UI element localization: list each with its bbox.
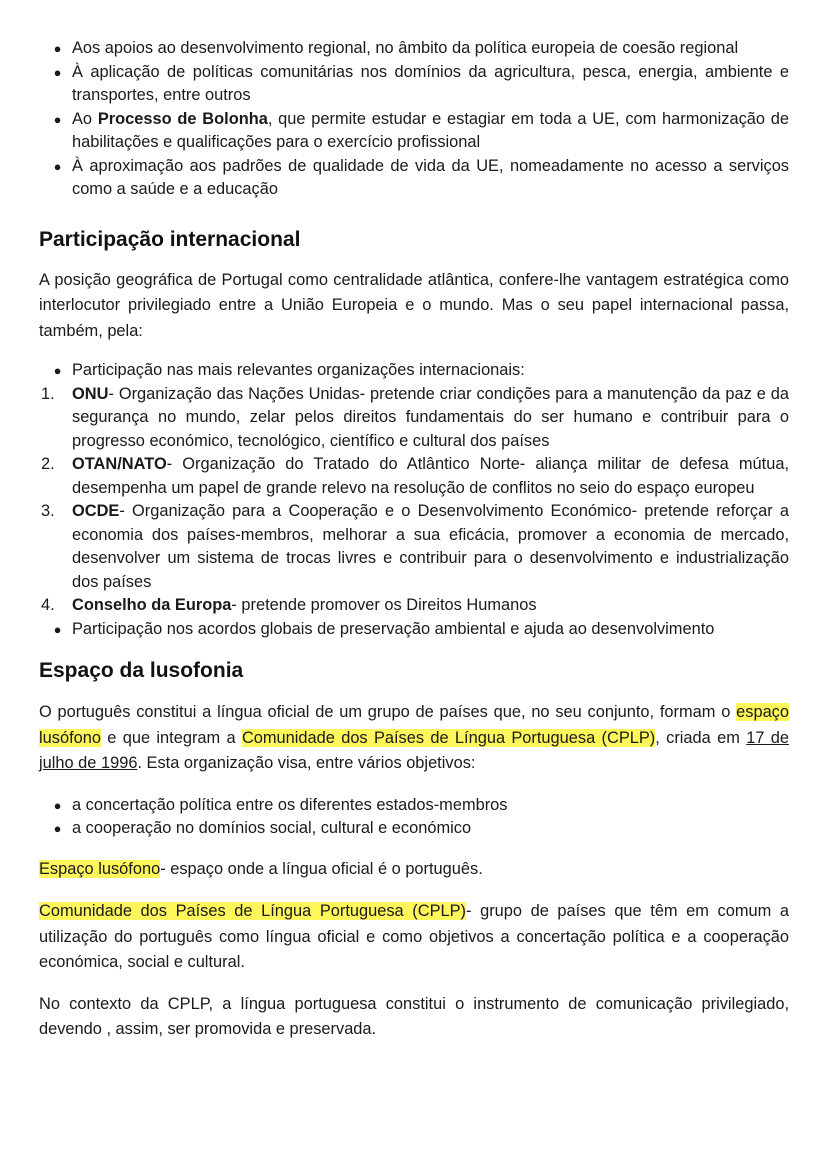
bullet-dot-icon: ● <box>53 621 62 637</box>
intro-part-1: O português constitui a língua oficial de um grupo de países que, no seu conjunto, formam o <box>39 703 737 721</box>
closing-paragraph: No contexto da CPLP, a língua portuguesa constitui o instrumento de comunicação privilegiado, devendo , assim, ser promovida e preservada. <box>39 994 789 1038</box>
bullet-dot-icon: ● <box>53 158 62 174</box>
org-item-conselho-europa <box>39 594 789 618</box>
intro-part-4: . Esta organização visa, entre vários objetivos: <box>137 754 476 772</box>
list-item-bold: Processo de Bolonha <box>97 109 268 128</box>
org-number: 3. <box>41 502 55 520</box>
list-item <box>39 618 789 642</box>
definition-cplp <box>39 899 789 976</box>
intro-part-3: , criada em <box>655 728 747 747</box>
bullet-dot-icon: ● <box>53 64 62 80</box>
org-number: 2. <box>41 455 55 473</box>
bullet-dot-icon: ● <box>53 821 62 836</box>
list-item-text-after: , que permite estudar e estagiar em toda a UE, com harmonização de habilitações e qualificações para o exercício profissional <box>72 109 790 151</box>
definition-term: Comunidade dos Países de Língua Portuguesa (CPLP) <box>39 902 467 920</box>
list-item <box>39 794 789 818</box>
org-item-onu <box>39 383 789 454</box>
heading-espaco-lusofonia: Espaço da lusofonia <box>39 659 244 682</box>
list-item <box>39 817 789 841</box>
lusofonia-intro-paragraph <box>39 700 789 777</box>
list-item-text: Aos apoios ao desenvolvimento regional, no âmbito da política europeia de coesão regional <box>72 39 739 57</box>
definition-term: Espaço lusófono <box>39 859 161 878</box>
list-item <box>39 155 789 202</box>
list-item <box>39 108 789 155</box>
org-name: ONU <box>72 384 109 403</box>
bullet-dot-icon: ● <box>53 111 62 127</box>
intro-part-2: e que integram a <box>100 728 242 747</box>
highlight-cplp: Comunidade dos Países de Língua Portuguesa (CPLP) <box>241 728 656 747</box>
org-desc: - Organização do Tratado do Atlântico Norte- aliança militar de defesa mútua, desempenha um papel de grande relevo na resolução de conflitos no seio do espaço europeu <box>72 455 789 497</box>
list-item-text-before: Ao <box>72 109 98 128</box>
highlight-espaco-lusofono: espaço lusófono <box>39 703 789 747</box>
list-item-text: a concertação política entre os diferentes estados-membros <box>72 795 508 814</box>
definition-espaco-lusofono <box>39 858 789 882</box>
heading-participacao-internacional: Participação internacional <box>39 227 301 251</box>
org-name: OTAN/NATO <box>72 455 167 473</box>
org-name: Conselho da Europa <box>72 596 232 614</box>
bullet-dot-icon: ● <box>53 797 62 813</box>
list-item <box>39 61 789 108</box>
objectives-list <box>39 794 789 841</box>
org-number: 1. <box>41 384 55 403</box>
org-item-ocde <box>39 500 789 594</box>
top-bullet-list <box>39 37 789 202</box>
org-number: 4. <box>41 596 55 614</box>
list-item-text: a cooperação no domínios social, cultural e económico <box>72 819 472 837</box>
international-intro-paragraph: A posição geográfica de Portugal como centralidade atlântica, confere-lhe vantagem estratégica como interlocutor privilegiado entre a União Europeia e o mundo. Mas o seu papel internacional passa, também, pela: <box>39 270 789 340</box>
org-desc: - Organização para a Cooperação e o Desenvolvimento Económico- pretende reforçar a economia dos países-membros, melhorar a sua eficácia, promover a economia de mercado, desenvolver um sistema de trocas livres e contribuir para o desenvolvimento e industrialização dos países <box>72 502 789 591</box>
definition-text: - grupo de países que têm em comum a utilização do português como língua oficial e como objetivos a concertação política e a cooperação económica, social e cultural. <box>39 902 790 971</box>
list-item <box>39 359 789 383</box>
list-item-text: À aproximação aos padrões de qualidade de vida da UE, nomeadamente no acesso a serviços como a saúde e a educação <box>72 156 789 198</box>
list-item <box>39 37 789 61</box>
org-item-otan <box>39 453 789 500</box>
underlined-date: 17 de julho de 1996 <box>39 728 789 772</box>
international-list <box>39 359 789 641</box>
definition-text: - espaço onde a língua oficial é o português. <box>160 859 483 878</box>
org-name: OCDE <box>72 502 120 520</box>
org-desc: - Organização das Nações Unidas- pretende criar condições para a manutenção da paz e da segurança no mundo, zelar pelos direitos fundamentais do ser humano e contribuir para o progresso económico, tecnológico, científico e cultural dos países <box>72 384 789 450</box>
list-item-text: Participação nas mais relevantes organizações internacionais: <box>72 361 525 379</box>
bullet-dot-icon: ● <box>53 363 62 378</box>
list-item-text: À aplicação de políticas comunitárias nos domínios da agricultura, pesca, energia, ambiente e transportes, entre outros <box>72 62 789 104</box>
bullet-dot-icon: ● <box>53 41 62 56</box>
org-desc: - pretende promover os Direitos Humanos <box>231 596 537 614</box>
list-item-text: Participação nos acordos globais de preservação ambiental e ajuda ao desenvolvimento <box>72 619 715 638</box>
